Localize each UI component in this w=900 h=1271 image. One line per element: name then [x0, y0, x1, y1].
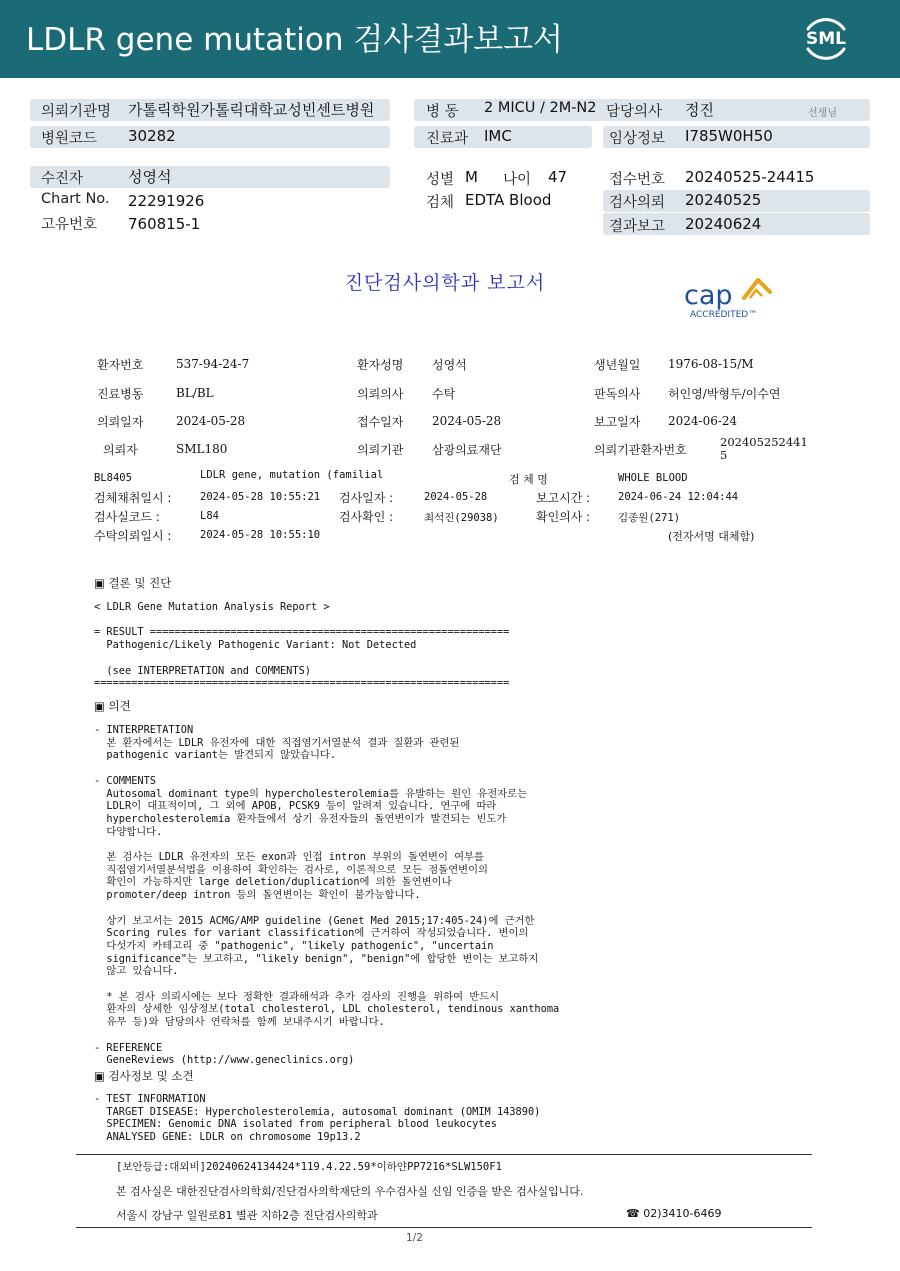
e-signature-note: (전자서명 대체함)	[668, 530, 755, 543]
birthdate-label: 생년월일	[594, 358, 641, 372]
opinion-heading: ▣ 의견	[94, 699, 131, 713]
sex-value: M	[465, 168, 478, 186]
hospital-value: 가톨릭학원가톨릭대학교성빈센트병원	[128, 101, 375, 119]
confirm-doctor-label: 확인의사 :	[536, 510, 591, 524]
opinion-body: - INTERPRETATION 본 환자에서는 LDLR 유전자에 대한 직접염기서열분석 결과 질환과 관련된 pathogenic variant는 발견되지 않았습니다. - COMMENTS Autosomal dominant type의 hypercholesterolemia를 유발하는 원인 유전자로는 LDLR이 대표적이며, 그 외에 APOB, PCSK9 등이 알려져 있습니다. 연구에 따라 hypercholesterolemia 환자들에서 상기 유전자들의 돌연변이가 발견되는 빈도가 다양합니다. 본 검사는 LDLR 유전자의 모든 exon과 인접 intron 부위의 돌연변이 여부를 직접염기서열분석법을 이용하여 확인하는 검사로, 이론적으로 모든 점돌연변이의 확인이 가능하지만 large deletion/duplication에 의한 돌연변이나 promoter/deep intron 등의 돌연변이는 확인이 불가능합니다. 상기 보고서는 2015 ACMG/AMP guideline (Genet Med 2015;17:405-24)에 근거한 Scoring rules for variant classification에 근거하여 작성되었습니다. 변이의 다섯가지 카테고리 중 "pathogenic", "likely pathogenic", "uncertain significance"는 보고하고, "likely benign", "benign"에 합당한 변이는 보고하지 않고 있습니다. * 본 검사 의뢰시에는 보다 정확한 결과해석과 추가 검사의 진행을 위하여 반드시 환자의 상세한 임상정보(total cholesterol, LDL cholesterol, tendinous xanthoma 유무 등)와 담당의사 연락처를 함께 보내주시기 바랍니다. - REFERENCE GeneReviews (http://www.geneclinics.org)	[94, 724, 560, 1067]
results-heading: ▣ 결론 및 진단	[94, 576, 172, 590]
specimen-label: 검체	[426, 195, 455, 211]
test-info-body: - TEST INFORMATION TARGET DISEASE: Hypercholesterolemia, autosomal dominant (OMIM 143890) SPECIMEN: Genomic DNA isolated from peripheral blood leukocytes ANALYSED GENE: LDLR on chromosome 19p13.2	[94, 1093, 541, 1144]
patient-label: 수진자	[41, 171, 84, 187]
request-label: 검사의뢰	[609, 195, 666, 211]
security-line: [보안등급:대외비]20240624134424*119.4.22.59*이하얀PP7216*SLW150F1	[116, 1161, 502, 1173]
info-bar	[30, 166, 390, 188]
report-time-label: 보고시간 :	[536, 491, 591, 505]
patient-name-value: 성영석	[432, 358, 467, 372]
results-body: < LDLR Gene Mutation Analysis Report > = RESULT ========================================================== Pathogenic/Likely Pathogenic Variant: Not Detected (see INTERPRETATION and COMMENTS) ===================================================================	[94, 601, 510, 690]
test-date-value: 2024-05-28	[424, 491, 488, 503]
ward-label: 병 동	[426, 104, 459, 120]
result-date-label: 결과보고	[609, 219, 666, 235]
reading-doctor-label: 판독의사	[594, 387, 641, 401]
doctor-label: 담당의사	[606, 104, 663, 120]
report-title-banner: LDLR gene mutation 검사결과보고서	[26, 22, 563, 58]
code-label: 병원코드	[41, 131, 98, 147]
test-info-heading: ▣ 검사정보 및 소견	[94, 1069, 194, 1083]
ward-value: 2 MICU / 2M-N2	[484, 100, 597, 116]
institution-patient-label: 의뢰기관환자번호	[594, 443, 687, 457]
requester-value: SML180	[176, 442, 228, 456]
specimen-value: EDTA Blood	[465, 191, 552, 209]
age-label: 나이	[503, 172, 532, 188]
dept-label: 진료과	[426, 131, 469, 147]
receipt-date-value: 2024-05-28	[432, 414, 502, 428]
cap-logo-text: cap	[684, 280, 733, 311]
reading-doctor-value: 허인영/박형두/이수연	[668, 387, 781, 401]
institution-label: 의뢰기관	[357, 443, 404, 457]
institution-value: 삼광의료재단	[432, 443, 502, 457]
collect-label: 검체채취일시 :	[94, 491, 172, 505]
doctor-title: 선생님	[808, 108, 837, 119]
unique-value: 760815-1	[128, 215, 201, 233]
code-value: 30282	[128, 127, 176, 145]
institution-patient-value: 202405252441	[720, 435, 808, 449]
consign-value: 2024-05-28 10:55:10	[200, 529, 321, 541]
test-code: BL8405	[94, 472, 132, 484]
clinical-label: 임상정보	[609, 131, 666, 147]
sml-logo	[800, 13, 852, 65]
test-name: LDLR gene, mutation (familial	[200, 469, 384, 481]
specimen-name-label: 검 체 명	[509, 473, 548, 486]
receipt-value: 20240525-24415	[685, 168, 815, 186]
consign-label: 수탁의뢰일시 :	[94, 529, 172, 543]
patient-name-label: 환자성명	[357, 358, 404, 372]
patient-number-value: 537-94-24-7	[176, 357, 250, 371]
patient-number-label: 환자번호	[97, 358, 144, 372]
ward-form-label: 진료병동	[97, 387, 144, 401]
dept-value: IMC	[484, 127, 512, 145]
receipt-label: 접수번호	[609, 172, 666, 188]
birthdate-value: 1976-08-15/M	[668, 357, 754, 371]
sex-label: 성별	[426, 172, 455, 188]
result-date-value: 20240624	[685, 215, 762, 233]
lab-address: 서울시 강남구 일원로81 별관 지하2층 진단검사의학과	[116, 1209, 378, 1222]
report-date-label: 보고일자	[594, 415, 641, 429]
receipt-date-label: 접수일자	[357, 415, 404, 429]
unique-label: 고유번호	[41, 217, 98, 233]
page-number: 1/2	[406, 1232, 423, 1244]
request-date-value: 2024-05-28	[176, 414, 246, 428]
patient-value: 성영석	[128, 168, 172, 186]
hospital-label: 의뢰기관명	[41, 104, 112, 120]
footer-divider-bottom	[76, 1227, 812, 1228]
chart-value: 22291926	[128, 192, 205, 210]
lab-phone: ☎ 02)3410-6469	[626, 1207, 722, 1220]
clinical-value: I785W0H50	[685, 127, 773, 145]
age-value: 47	[548, 168, 568, 186]
collect-value: 2024-05-28 10:55:21	[200, 491, 321, 503]
report-time-value: 2024-06-24 12:04:44	[618, 491, 739, 503]
request-doctor-value: 수탁	[432, 387, 456, 401]
logo-text: SML	[806, 29, 846, 49]
department-report-title: 진단검사의학과 보고서	[344, 272, 546, 294]
test-date-label: 검사일자 :	[339, 491, 394, 505]
request-date-label: 의뢰일자	[97, 415, 144, 429]
lab-code-label: 검사실코드 :	[94, 510, 160, 524]
cap-accredited-logo	[684, 276, 784, 322]
ward-form-value: BL/BL	[176, 386, 214, 400]
certification-note: 본 검사실은 대한진단검사의학회/진단검사의학재단의 우수검사실 신임 인증을 받은 검사실입니다.	[116, 1185, 584, 1198]
cap-logo-subtext: ACCREDITED™	[690, 310, 758, 320]
institution-patient-value-cont: 5	[720, 448, 728, 462]
confirm-doctor-value: 김종원(271)	[618, 512, 681, 524]
footer-divider-top	[76, 1154, 812, 1155]
requester-label: 의뢰자	[103, 443, 138, 457]
header-banner	[0, 0, 900, 78]
test-confirm-label: 검사확인 :	[339, 510, 394, 524]
report-date-value: 2024-06-24	[668, 414, 738, 428]
request-doctor-label: 의뢰의사	[357, 387, 404, 401]
request-value: 20240525	[685, 191, 762, 209]
specimen-name-value: WHOLE BLOOD	[618, 472, 688, 484]
chart-label: Chart No.	[41, 191, 110, 207]
test-confirm-value: 최석진(29038)	[424, 512, 499, 524]
doctor-value: 정진	[685, 101, 714, 119]
lab-code-value: L84	[200, 510, 219, 522]
